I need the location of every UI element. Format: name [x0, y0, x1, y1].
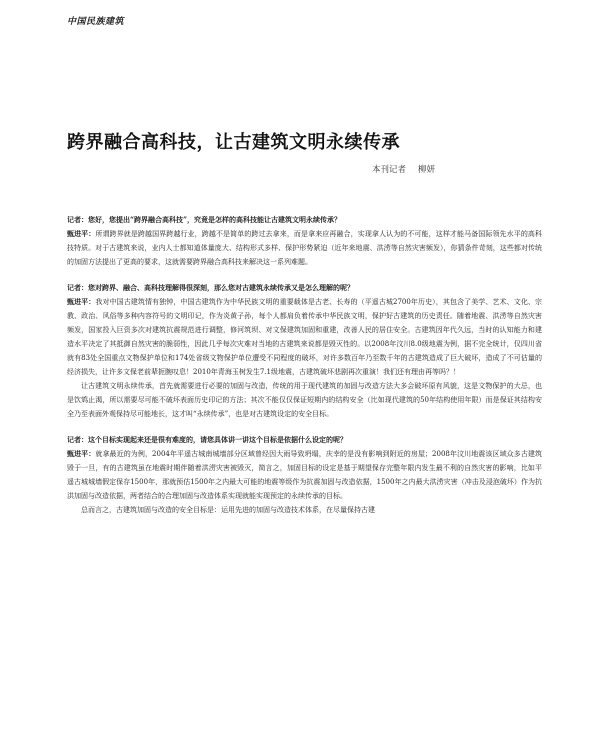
- answer-text: 所谓跨界就是跨越国界跨越行业，跨越不是简单的跨过去拿来，而是拿来应再融合，实现拿人认为的不可能，这样才能马备国际领先水平的高科技特质。对于古建筑来说，业内人士都知道体量庞大、结构形式多样、保护形势紧迫（近年来地震、洪涝等自然灾害频发），你猜条件苛刻，这些都对传统的加固方法提出了更高的要求，这就需要跨界融合高科技来解决这一系列难题。: [67, 230, 543, 266]
- question-speaker: 记者：: [67, 435, 88, 444]
- answer-speaker: 甄进平：: [67, 229, 96, 238]
- journal-masthead: 中国民族建筑: [67, 17, 125, 27]
- question-text: 您对跨界、融合、高科技理解得很深刻，那么您对古建筑永续传承又是怎么理解的呢？: [88, 283, 354, 292]
- article-body: [67, 213, 542, 517]
- byline: [372, 163, 435, 175]
- question-text: 您好，您提出“跨界融合高科技”，究竟是怎样的高科技能让古建筑文明永续传承？: [88, 215, 342, 224]
- interview-question: [67, 213, 542, 227]
- byline-author: 柳妍: [418, 165, 436, 175]
- answer-speaker: 甄进平：: [67, 449, 96, 458]
- answer-text: 我对中国古建筑情有独钟，中国古建筑作为中华民族文明的重要载体是古老、长寿的（平遥古城2700年历史），其包含了美学、艺术、文化、宗教、政治、风俗等多种内容符号的文明印记，作为炎黄子孙，每个人都肩负着传承中华民族文明，保护好古建筑的历史责任。随着地震、洪涝等自然灾害频发，国家投入巨资多次对建筑抗震规范进行调整，修河筑坝、对文保建筑加固和重建，改善人民的居住安全。古建筑因年代久远，当时的认知能力和建造水平决定了其抵御自然灾害的脆弱性，因此几乎每次灾难对当地的古建筑来说都是毁灭性的。以2008年汶川8.0级地震为例，据不完全统计，仅四川省就有83处全国重点文物保护单位和174处省级文物保护单位遭受不同程度的破坏，对许多数百年乃至数千年的古建筑造成了巨大破坏，造成了不可估量的经济损失，让许多文保老前辈扼腕叹息！2010年青海玉树发生7.1级地震，古建筑破坏悲剧再次重演！我们还有理由再等吗？！: [67, 298, 542, 376]
- answer-text: 就拿最近的为例，2004年平遥古城南城墙部分区域曾经因大雨导致坍塌，庆幸的是没有影响到附近的房屋；2008年汶川地震该区域众多古建筑毁于一旦，有的古建筑虽在地震时期伴随着洪涝灾害被毁灭，简言之，加固目标的设定是基于期望保存完整年限内发生最不利的自然灾害的影响，比如平遥古城城墙假定保存1500年，那就预估1500年之内最大可能的地震等级作为抗震加固与改造依据，1500年之内最大洪涝灾害（冲击及浸泡破坏）作为抗洪加固与改造依据，两者结合的合理加固与改造体系实现就能实现预定的永续传承的目标。: [67, 450, 543, 500]
- question-speaker: 记者：: [67, 215, 88, 224]
- qa-section-3: [67, 433, 542, 517]
- interview-answer: [67, 227, 542, 269]
- interview-question: [67, 433, 542, 447]
- interview-question: [67, 281, 542, 295]
- answer-speaker: 甄进平：: [67, 297, 96, 306]
- qa-section-2: [67, 281, 542, 421]
- article-title: 跨界融合高科技，让古建筑文明永续传承: [67, 132, 400, 153]
- qa-section-1: [67, 213, 542, 269]
- body-paragraph: 总而言之，古建筑加固与改造的安全目标是：运用先进的加固与改造技术体系，在尽量保持古建: [81, 506, 375, 514]
- question-text: 这个目标实现起来还是很有难度的，请您具体讲一讲这个目标是依据什么设定的呢？: [88, 435, 347, 444]
- interview-answer: [67, 447, 542, 503]
- byline-role: 本刊记者: [372, 165, 407, 175]
- question-speaker: 记者：: [67, 283, 88, 292]
- interview-answer: [67, 295, 542, 379]
- body-paragraph: 让古建筑文明永续传承，首先就需要进行必要的加固与改造，传统的用于现代建筑的加固与改造方法大多会破坏原有风貌，这是文物保护的大忌，也是饮鸩止渴，所以需要尽可能不破坏表面历史印记的方法；其次不能仅仅保证短期内的结构安全（比如现代建筑的50年结构使用年限）而是保证其结构安全乃至表面外观保持尽可能地长，这才叫“永续传承”，也是对古建筑设定的安全目标。: [67, 382, 542, 418]
